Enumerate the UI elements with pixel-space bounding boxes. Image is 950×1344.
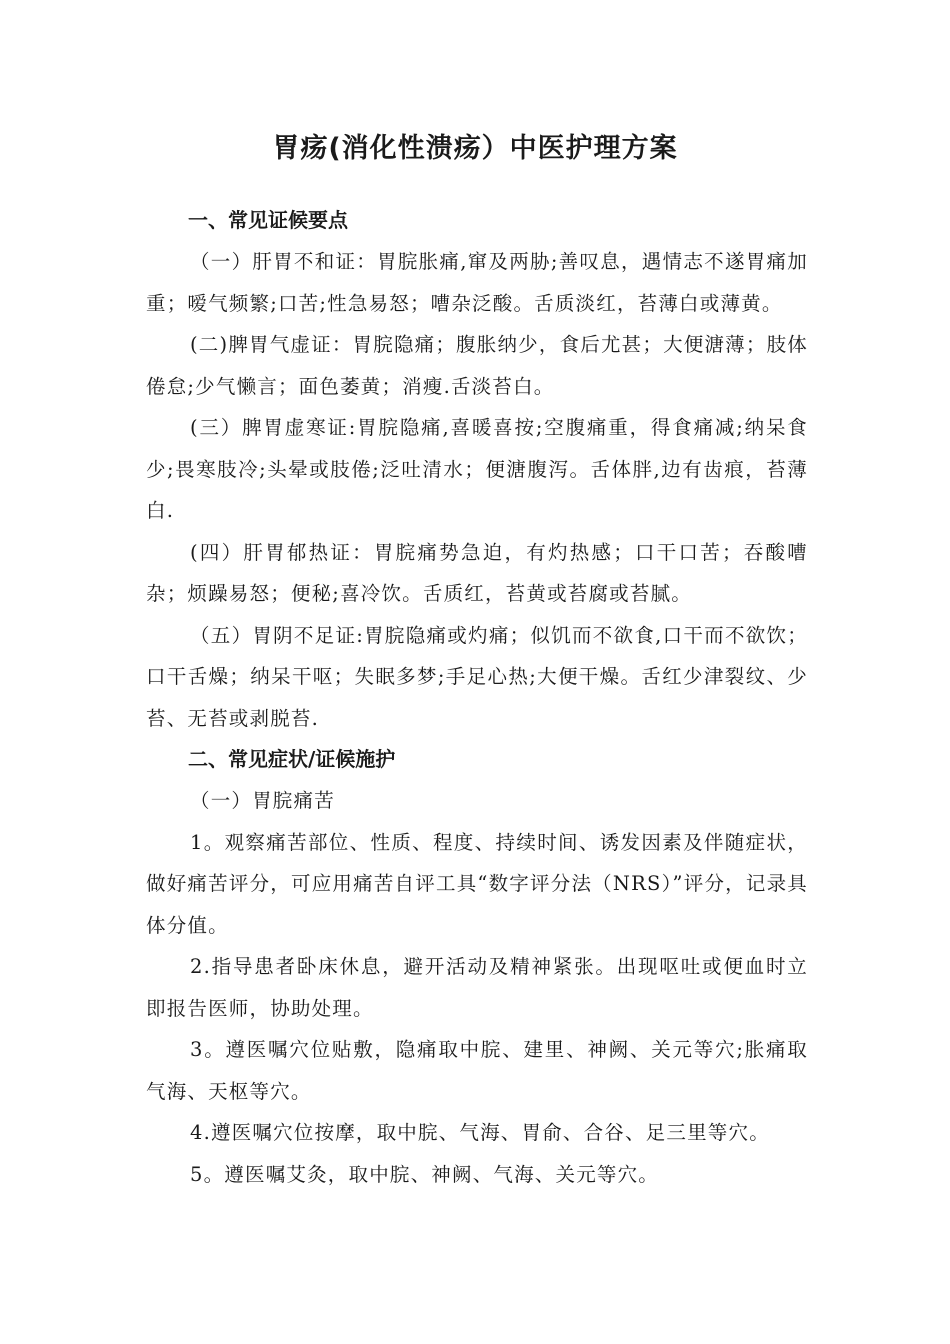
- care-item-2: 2.指导患者卧床休息，避开活动及精神紧张。出现呕吐或便血时立即报告医师，协助处理。: [146, 955, 808, 1020]
- section-heading-common-syndromes: 一、常见证候要点: [188, 208, 348, 232]
- subheading-epigastric-pain: （一）胃脘痛苦: [190, 789, 335, 812]
- section-heading-symptom-care: 二、常见症状/证候施护: [188, 747, 396, 771]
- document-title: 胃疡(消化性溃疡）中医护理方案: [272, 133, 678, 164]
- syndrome-paragraph-5: （五）胃阴不足证:胃脘隐痛或灼痛；似饥而不欲食,口干而不欲饮；口干舌燥；纳呆干呕；失眠多梦;手足心热;大便干燥。舌红少津裂纹、少苔、无苔或剥脱苔.: [146, 623, 808, 730]
- syndrome-paragraph-4: (四）肝胃郁热证：胃脘痛势急迫，有灼热感；口干口苦；吞酸嘈杂；烦躁易怒；便秘;喜冷饮。舌质红，苔黄或苔腐或苔腻。: [146, 540, 808, 605]
- document-body: [146, 200, 808, 1195]
- care-item-5: 5。遵医嘱艾灸，取中脘、神阙、气海、关元等穴。: [190, 1162, 660, 1186]
- syndrome-paragraph-2: (二)脾胃气虚证：胃脘隐痛；腹胀纳少，食后尤甚；大便溏薄；肢体倦怠;少气懒言；面色萎黄；消瘦.舌淡苔白。: [146, 333, 808, 398]
- care-item-3: 3。遵医嘱穴位贴敷，隐痛取中脘、建里、神阙、关元等穴;胀痛取气海、天枢等穴。: [146, 1038, 808, 1103]
- care-item-4: 4.遵医嘱穴位按摩，取中脘、气海、胃俞、合谷、足三里等穴。: [190, 1121, 770, 1144]
- syndrome-paragraph-3: (三）脾胃虚寒证:胃脘隐痛,喜暖喜按;空腹痛重，得食痛减;纳呆食少;畏寒肢冷;头晕或肢倦;泛吐清水；便溏腹泻。舌体胖,边有齿痕，苔薄白.: [146, 416, 808, 522]
- care-item-1: 1。观察痛苦部位、性质、程度、持续时间、诱发因素及伴随症状，做好痛苦评分，可应用痛苦自评工具“数字评分法（NRS）”评分，记录具体分值。: [146, 830, 808, 937]
- syndrome-paragraph-1: （一）肝胃不和证：胃脘胀痛,窜及两胁;善叹息，遇情志不遂胃痛加重；嗳气频繁;口苦;性急易怒；嘈杂泛酸。舌质淡红，苔薄白或薄黄。: [146, 250, 808, 315]
